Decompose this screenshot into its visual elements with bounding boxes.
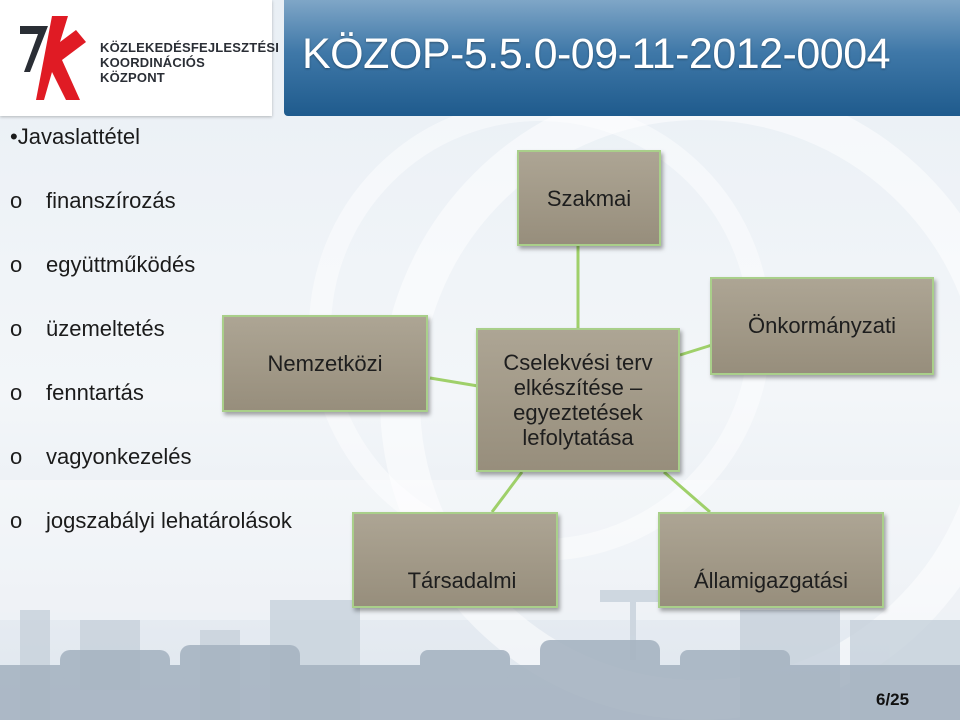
page-title: KÖZOP-5.5.0-09-11-2012-0004 [302, 30, 891, 78]
list-item-text: vagyonkezelés [46, 444, 192, 469]
list-item-text: finanszírozás [46, 188, 176, 213]
box-onkormanyzati [710, 277, 934, 375]
box-tarsadalmi [352, 512, 558, 608]
box-allamigazgatasi-label: Államigazgatási [693, 567, 849, 593]
logo-line-3: KÖZPONT [100, 70, 165, 85]
center-line-2: elkészítése – [513, 375, 643, 400]
list-item-text: üzemeltetés [46, 316, 165, 341]
box-nemzetkozi-label: Nemzetközi [267, 351, 383, 376]
list-item-text: együttműködés [46, 252, 196, 277]
center-line-1: Cselekvési terv [503, 350, 653, 375]
bullet-marker: o [10, 444, 23, 469]
bullet-marker: o [10, 316, 23, 341]
bullet-marker: o [10, 508, 23, 533]
bullet-marker: o [10, 188, 23, 213]
logo-line-1: KÖZLEKEDÉSFEJLESZTÉSI [100, 40, 280, 55]
connector-onkormanyzati [680, 345, 712, 355]
connector-allamigazgatasi [664, 472, 710, 512]
logo-line-2: KOORDINÁCIÓS [100, 55, 205, 70]
center-line-3: egyeztetések [513, 400, 643, 425]
bullet-main: •Javaslattétel [10, 124, 140, 149]
box-nemzetkozi [222, 315, 428, 412]
box-center [476, 328, 680, 472]
box-tarsadalmi-label: Társadalmi [407, 567, 517, 593]
connector-tarsadalmi [492, 472, 522, 512]
list-item-text: jogszabályi lehatárolások [46, 508, 292, 533]
box-onkormanyzati-label: Önkormányzati [748, 313, 896, 338]
center-line-4: lefolytatása [522, 425, 634, 450]
box-szakmai-label: Szakmai [546, 185, 632, 211]
bullet-marker: o [10, 252, 23, 277]
connector-nemzetkozi [430, 378, 478, 386]
box-allamigazgatasi [658, 512, 884, 608]
slide-number: 6/25 [876, 690, 910, 709]
bullet-marker: o [10, 380, 23, 405]
box-center-text [503, 350, 652, 450]
box-szakmai [517, 150, 661, 246]
list-item-text: fenntartás [46, 380, 144, 405]
